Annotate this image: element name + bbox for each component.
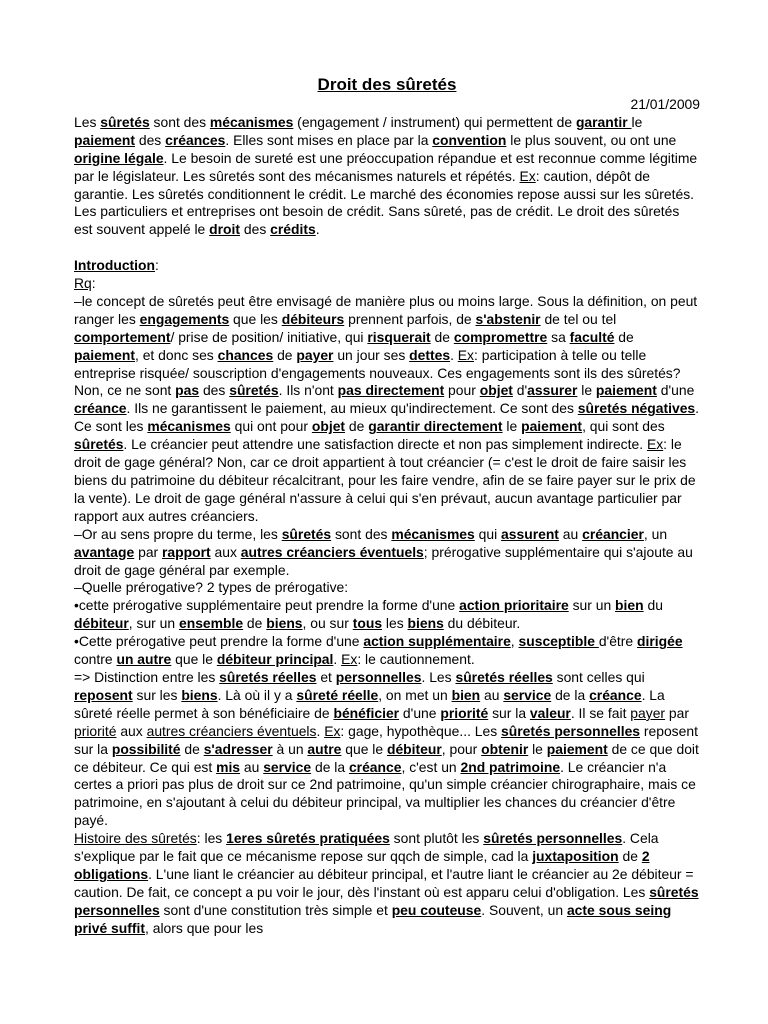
text-run: . Le créancier n'a certes a priori pas plus de droit sur ce 2nd patrimoine, qu'un simple créancier chirographaire, mais ce patrimoine, en s'ajoutant à celui du débiteur principal, va multiplier les chances du créancier d'être payé.: [74, 758, 696, 829]
emphasized-term: paiement: [595, 382, 657, 399]
emphasized-term: chances: [217, 346, 274, 363]
text-run: , un: [643, 525, 668, 542]
emphasized-term: assurer: [527, 382, 578, 399]
text-run: contre: [74, 651, 117, 668]
emphasized-term: mis: [216, 758, 241, 775]
emphasized-term: autres créanciers éventuels: [240, 543, 424, 560]
text-run: . Là où il y a: [217, 686, 297, 703]
emphasized-term: paiement: [74, 346, 135, 363]
emphasized-term: mécanismes: [147, 418, 231, 435]
emphasized-term: possibilité: [111, 740, 181, 757]
emphasized-term: personnelles: [335, 668, 422, 685]
emphasized-term: autres créanciers éventuels: [146, 722, 317, 739]
text-run: sont des: [149, 113, 210, 130]
document-date: 21/01/2009: [630, 96, 700, 112]
emphasized-term: action prioritaire: [459, 597, 569, 614]
text-run: un jour ses: [333, 346, 410, 363]
emphasized-term: bien: [451, 686, 481, 703]
text-run: ,: [510, 633, 519, 650]
emphasized-term: mécanismes: [209, 113, 294, 130]
paragraph: [74, 830, 700, 937]
emphasized-term: reposent: [74, 686, 133, 703]
emphasized-term: peu couteuse: [391, 901, 482, 918]
emphasized-term: dirigée: [637, 633, 683, 650]
emphasized-term: créance: [348, 758, 402, 775]
text-run: : le cautionnement.: [357, 651, 475, 668]
emphasized-term: s'abstenir: [475, 310, 541, 327]
text-run: prennent parfois, de: [344, 310, 476, 327]
emphasized-term: action supplémentaire: [363, 633, 511, 650]
emphasized-term: Ex: [646, 436, 664, 453]
text-run: de la: [311, 758, 349, 775]
emphasized-term: juxtaposition: [532, 848, 619, 865]
emphasized-term: payer: [296, 346, 334, 363]
text-run: le plus souvent, ou ont une: [506, 131, 677, 148]
text-run: : les: [196, 830, 227, 847]
emphasized-term: 1eres sûretés pratiquées: [226, 830, 390, 847]
emphasized-term: sûretés personnelles: [74, 883, 699, 918]
emphasized-term: sûretés: [229, 382, 279, 399]
emphasized-term: autre: [307, 740, 342, 757]
text-run: d': [512, 382, 528, 399]
emphasized-term: biens: [407, 615, 444, 632]
emphasized-term: faculté: [569, 328, 615, 345]
emphasized-term: susceptible: [518, 633, 599, 650]
emphasized-term: sûretés réelles: [455, 668, 553, 685]
text-run: au: [240, 758, 264, 775]
text-run: des: [134, 131, 166, 148]
text-run: et: [316, 668, 336, 685]
text-run: sont d'une constitution très simple et: [159, 901, 392, 918]
emphasized-term: compromettre: [453, 328, 548, 345]
emphasized-term: sûretés personnelles: [483, 830, 623, 847]
text-run: , et donc ses: [134, 346, 218, 363]
text-run: que le: [171, 651, 217, 668]
text-run: . La sûreté réelle permet à son bénéficiaire de: [74, 686, 665, 721]
text-run: le: [528, 740, 547, 757]
emphasized-term: service: [503, 686, 552, 703]
text-run: qui: [474, 525, 502, 542]
text-run: . Il se fait: [570, 704, 631, 721]
text-run: aux: [210, 543, 241, 560]
text-run: sont celles qui: [552, 668, 645, 685]
emphasized-term: un autre: [116, 651, 172, 668]
text-run: de: [273, 346, 297, 363]
text-run: qui ont pour: [230, 418, 312, 435]
text-run: : le droit de gage général? Non, car ce droit appartient à tout créancier (= c'est le droit de faire saisir les biens du patrimoine du débiteur récalcitrant, pour les faire vendre, afin de se faire payer sur le prix de la vente). Le droit de gage général n'assure à celui qui s'en prévaut, aucun avantage particulier par rapport aux autres créanciers.: [74, 436, 696, 524]
emphasized-term: paiement: [74, 131, 135, 148]
emphasized-term: sûretés négatives: [577, 400, 696, 417]
text-run: : participation à telle ou telle entreprise risquée/ souscription d'engagements nouveaux. Ces engagements sont ils des sûretés? Non, ce ne sont: [74, 346, 681, 399]
document-title: Droit des sûretés: [317, 75, 457, 94]
emphasized-term: créance: [74, 400, 127, 417]
emphasized-term: Ex: [341, 651, 358, 668]
text-run: reposent sur la: [74, 722, 698, 757]
text-run: de tel ou tel: [540, 310, 617, 327]
emphasized-term: valeur: [529, 704, 571, 721]
text-run: •Cette prérogative peut prendre la forme d'une: [74, 633, 364, 650]
paragraph: [74, 597, 700, 633]
text-run: de: [430, 328, 454, 345]
text-run: sont des: [331, 525, 392, 542]
text-run: au: [558, 525, 583, 542]
emphasized-term: débiteur: [386, 740, 442, 757]
text-run: –le concept de sûretés peut être envisagé de manière plus ou moins large. Sous la définition, on peut ranger les: [74, 292, 698, 327]
text-run: , alors que pour les: [145, 919, 264, 936]
text-run: . Ils ne garantissent le paiement, au mieux qu'indirectement. Ce sont des: [126, 400, 578, 417]
text-run: .: [450, 346, 458, 363]
text-run: . L'une liant le créancier au débiteur principal, et l'autre liant le créancier au 2e débiteur = caution. De fait, ce concept a pu voir le jour, dès l'instant où est apparu celui d'obligation. Les: [74, 865, 694, 900]
emphasized-term: assurent: [501, 525, 559, 542]
text-run: du débiteur.: [443, 615, 521, 632]
paragraph: [74, 257, 700, 275]
emphasized-term: s'adresser: [203, 740, 273, 757]
text-run: de ce que doit ce débiteur. Ce qui est: [74, 740, 699, 775]
emphasized-term: rapport: [162, 543, 211, 560]
emphasized-term: garantir directement: [368, 418, 503, 435]
emphasized-term: tous: [352, 615, 383, 632]
text-run: . Souvent, un: [481, 901, 567, 918]
emphasized-term: obtenir: [481, 740, 529, 757]
emphasized-term: ensemble: [178, 615, 244, 632]
text-run: => Distinction entre les: [74, 668, 220, 685]
text-run: .: [316, 722, 325, 739]
text-run: pour: [444, 382, 480, 399]
text-run: :: [91, 275, 96, 292]
text-run: . Le besoin de sureté est une préoccupation répandue et est reconnue comme légitime par le législateur. Les sûretés sont des mécanismes naturels et répétés.: [74, 149, 698, 184]
text-run: de: [614, 328, 634, 345]
text-run: , on met un: [378, 686, 452, 703]
emphasized-term: biens: [181, 686, 218, 703]
text-run: d'une: [399, 704, 441, 721]
text-run: par: [665, 704, 689, 721]
text-run: Ce sont les: [74, 418, 148, 435]
text-run: le: [631, 113, 643, 130]
emphasized-term: bien: [615, 597, 644, 614]
text-run: ; prérogative supplémentaire qui s'ajoute au droit de gage général par exemple.: [74, 543, 693, 578]
text-run: d'être: [598, 633, 637, 650]
text-run: que le: [341, 740, 387, 757]
text-run: de la: [551, 686, 590, 703]
text-run: sont plutôt les: [389, 830, 484, 847]
emphasized-term: convention: [432, 131, 507, 148]
text-run: •cette prérogative supplémentaire peut prendre la forme d'une: [74, 597, 460, 614]
text-run: .: [695, 400, 700, 417]
text-run: , ou sur: [302, 615, 353, 632]
text-run: –Quelle prérogative? 2 types de prérogative:: [74, 579, 349, 596]
emphasized-term: sûretés réelles: [219, 668, 317, 685]
emphasized-term: sûretés personnelles: [501, 722, 641, 739]
emphasized-term: Ex: [519, 167, 536, 184]
paragraph: [74, 579, 700, 597]
emphasized-term: sûreté réelle: [296, 686, 379, 703]
text-run: d'une: [656, 382, 695, 399]
emphasized-term: priorité: [74, 722, 117, 739]
emphasized-term: débiteur: [74, 615, 129, 632]
text-run: par: [134, 543, 163, 560]
emphasized-term: Histoire des sûretés: [74, 830, 197, 847]
emphasized-term: sûretés: [100, 113, 150, 130]
emphasized-term: garantir: [575, 113, 632, 130]
emphasized-term: avantage: [74, 543, 135, 560]
text-run: . Elles sont mises en place par la: [225, 131, 433, 148]
text-run: du: [643, 597, 663, 614]
text-run: : gage, hypothèque... Les: [340, 722, 502, 739]
emphasized-term: paiement: [546, 740, 608, 757]
text-run: , sur un: [128, 615, 179, 632]
emphasized-term: 2 obligations: [74, 848, 650, 882]
text-run: de: [243, 615, 267, 632]
emphasized-term: sûretés: [74, 436, 124, 453]
text-run: –Or au sens propre du terme, les: [74, 525, 282, 542]
text-run: des: [199, 382, 230, 399]
text-run: sur un: [568, 597, 616, 614]
emphasized-term: priorité: [440, 704, 489, 721]
emphasized-term: biens: [266, 615, 303, 632]
text-run: de: [345, 418, 369, 435]
text-run: que les: [229, 310, 282, 327]
text-run: (engagement / instrument) qui permettent de: [293, 113, 576, 130]
text-run: de: [618, 848, 642, 865]
emphasized-term: paiement: [521, 418, 583, 435]
emphasized-term: Ex: [324, 722, 341, 739]
emphasized-term: Introduction: [74, 257, 156, 274]
text-run: , qui sont des: [582, 418, 665, 435]
emphasized-term: comportement: [74, 328, 171, 345]
text-run: aux: [116, 722, 147, 739]
emphasized-term: origine légale: [74, 149, 164, 166]
paragraph: [74, 275, 700, 293]
text-run: .: [315, 221, 320, 238]
text-run: sa: [547, 328, 570, 345]
text-run: , c'est un: [401, 758, 461, 775]
emphasized-term: droit: [209, 221, 241, 238]
emphasized-term: mécanismes: [391, 525, 475, 542]
text-run: le: [577, 382, 596, 399]
emphasized-term: 2nd patrimoine: [460, 758, 561, 775]
emphasized-term: débiteurs: [281, 310, 345, 327]
text-run: Les: [74, 113, 101, 130]
text-run: le: [502, 418, 522, 435]
text-run: .: [333, 651, 342, 668]
paragraph: [74, 526, 700, 580]
text-run: des: [240, 221, 271, 238]
emphasized-term: créance: [589, 686, 642, 703]
emphasized-term: payer: [630, 704, 666, 721]
paragraph: [74, 293, 700, 418]
emphasized-term: Rq: [74, 275, 92, 292]
emphasized-term: objet: [479, 382, 513, 399]
emphasized-term: débiteur principal: [216, 651, 334, 668]
text-run: les: [382, 615, 408, 632]
text-run: sur la: [488, 704, 530, 721]
text-run: :: [155, 257, 159, 274]
emphasized-term: risquerait: [367, 328, 431, 345]
text-run: au: [480, 686, 504, 703]
emphasized-term: Ex: [457, 346, 474, 363]
emphasized-term: service: [263, 758, 312, 775]
emphasized-term: pas: [175, 382, 200, 399]
document-body: [74, 114, 700, 938]
text-run: de: [180, 740, 204, 757]
emphasized-term: crédits: [270, 221, 316, 238]
emphasized-term: créancier: [582, 525, 644, 542]
paragraph: [74, 669, 700, 830]
text-run: / prise de position/ initiative, qui: [170, 328, 368, 345]
text-run: . Cela s'explique par le fait que ce mécanisme repose sur qqch de simple, cad la: [74, 830, 659, 865]
paragraph: [74, 633, 700, 669]
paragraph: [74, 114, 700, 239]
emphasized-term: objet: [311, 418, 346, 435]
emphasized-term: engagements: [139, 310, 230, 327]
text-run: . Ils n'ont: [278, 382, 338, 399]
text-run: . Les: [421, 668, 456, 685]
text-run: sur les: [132, 686, 182, 703]
paragraph-spacer: [74, 239, 700, 257]
emphasized-term: créances: [165, 131, 226, 148]
text-run: : caution, dépôt de garantie. Les sûretés conditionnent le crédit. Le marché des économies repose aussi sur les sûretés. Les particuliers et entreprises ont besoin de crédit. Sans sûreté, pas de crédit. Le droit des sûretés est souvent appelé le: [74, 167, 695, 238]
text-run: . Le créancier peut attendre une satisfaction directe et non pas simplement indirecte.: [123, 436, 647, 453]
text-run: , pour: [441, 740, 482, 757]
emphasized-term: dettes: [409, 346, 451, 363]
emphasized-term: sûretés: [281, 525, 332, 542]
emphasized-term: bénéficier: [333, 704, 400, 721]
paragraph: [74, 418, 700, 525]
emphasized-term: pas directement: [337, 382, 445, 399]
emphasized-term: acte sous seing privé suffit: [74, 901, 672, 936]
text-run: à un: [272, 740, 308, 757]
